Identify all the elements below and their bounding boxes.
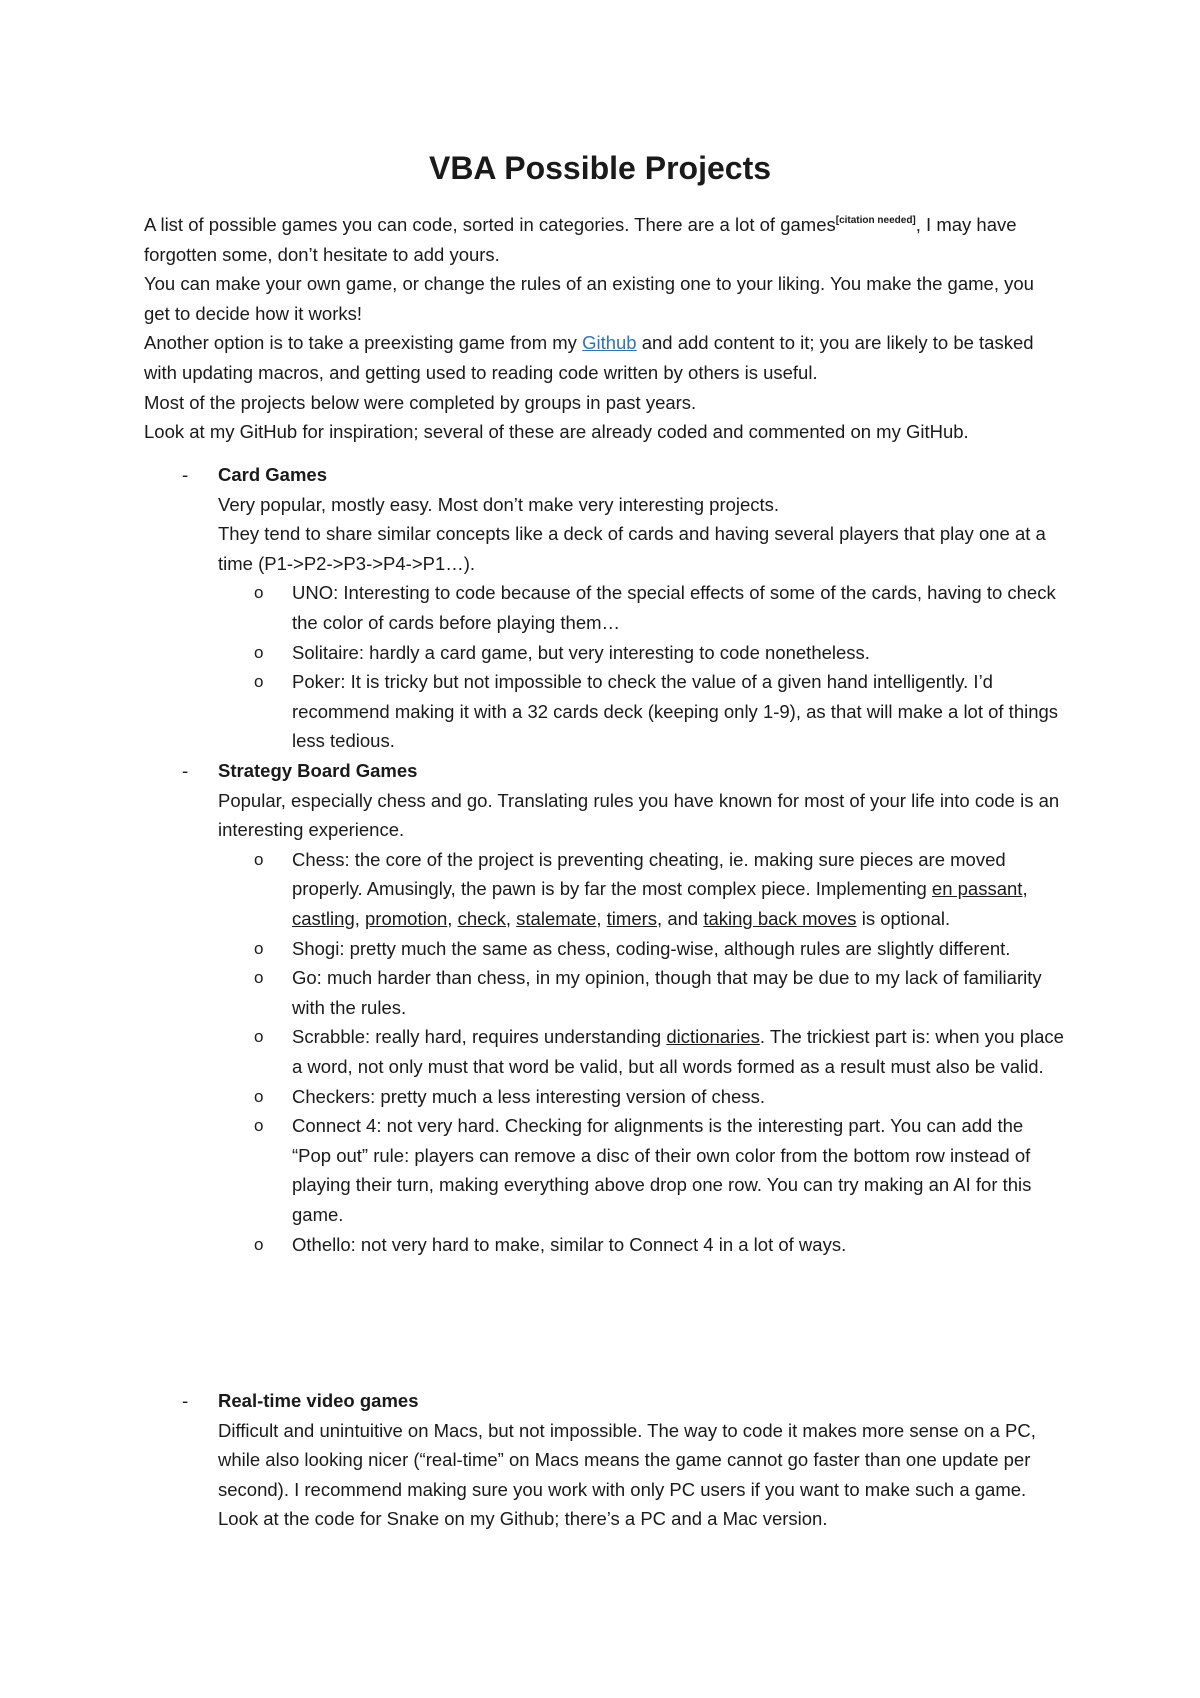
intro-section (144, 210, 1064, 447)
item-text: . The trickiest part is: when you place a word, not only must that word be valid, but all words formed as a result must also be valid. (292, 1026, 1064, 1077)
separator: , (1022, 878, 1028, 900)
intro-text: , I may have forgotten some, don’t hesitate to add yours. (144, 214, 1017, 265)
circle-bullet: o (254, 672, 264, 692)
page-title: VBA Possible Projects (428, 150, 772, 186)
section-real-time-video-games (144, 1386, 1064, 1534)
item-text: Poker: It is tricky but not impossible to check the value of a given hand intelligently. I’d recommend making it with a 32 cards deck (keeping only 1-9), as that will make a lot of things less tedious. (292, 671, 1059, 752)
section-description: They tend to share similar concepts like a deck of cards and having several players that play one at a time (P1->P2->P3->P4->P1…). (218, 523, 1046, 574)
list-item (218, 667, 1064, 756)
list-item (218, 638, 1064, 668)
list-item-chess (218, 845, 1064, 934)
circle-bullet: o (254, 1086, 264, 1106)
separator: , and (657, 907, 704, 929)
section-body (218, 1386, 1064, 1534)
list-item (218, 578, 1064, 637)
rule-term: promotion (365, 907, 448, 929)
item-text: Go: much harder than chess, in my opinion, though that may be due to my lack of familiarity with the rules. (292, 967, 1042, 1018)
intro-text: Another option is to take a preexisting game from my (144, 332, 583, 354)
rule-term: castling (292, 907, 355, 929)
circle-bullet: o (254, 849, 264, 869)
item-text: Checkers: pretty much a less interesting version of chess. (292, 1085, 765, 1107)
item-text: Connect 4: not very hard. Checking for alignments is the interesting part. You can add the “Pop out” rule: players can remove a disc of their own color from the bottom row instead of playing their turn, making everything above drop one row. You can try making an AI for this game. (292, 1115, 1032, 1225)
item-text: Othello: not very hard to make, similar to Connect 4 in a lot of ways. (292, 1233, 847, 1255)
circle-bullet: o (254, 1116, 264, 1136)
item-text: Shogi: pretty much the same as chess, coding-wise, although rules are slightly different. (292, 937, 1011, 959)
github-link[interactable]: Github (582, 332, 637, 354)
list-item-scrabble (218, 1022, 1064, 1081)
circle-bullet: o (254, 968, 264, 988)
section-strategy-board-games (144, 756, 1064, 1259)
rule-term: en passant (931, 878, 1023, 900)
item-text: UNO: Interesting to code because of the special effects of some of the cards, having to check the color of cards before playing them… (292, 582, 1056, 633)
rule-term: stalemate (516, 907, 597, 929)
section-heading: Real-time video games (218, 1390, 419, 1411)
intro-paragraph-5: Look at my GitHub for inspiration; several of these are already coded and commented on my GitHub. (144, 421, 969, 443)
intro-text: A list of possible games you can code, sorted in categories. There are a lot of games (144, 214, 836, 235)
strategy-games-list (218, 845, 1064, 1259)
list-item-othello (218, 1230, 1064, 1260)
list-item-checkers (218, 1082, 1064, 1112)
circle-bullet: o (254, 1027, 264, 1047)
citation-needed-note: [citation needed] (835, 215, 916, 226)
separator: , (505, 907, 517, 929)
separator: , (447, 907, 458, 929)
item-text: Scrabble: really hard, requires understanding (292, 1026, 667, 1048)
intro-paragraph-1 (144, 210, 1064, 269)
rule-term: taking back moves (703, 907, 857, 929)
dash-bullet: - (182, 760, 189, 781)
intro-paragraph-3 (144, 328, 1064, 387)
circle-bullet: o (254, 938, 264, 958)
rule-term: dictionaries (666, 1026, 760, 1048)
rule-term: check (457, 907, 506, 929)
section-body (218, 756, 1064, 845)
intro-paragraph-4: Most of the projects below were completed by groups in past years. (144, 391, 697, 413)
card-games-list (218, 578, 1064, 756)
intro-text: and add content to it; you are likely to be tasked with updating macros, and getting used to reading code written by others is useful. (144, 332, 1034, 383)
separator: , (354, 907, 366, 929)
item-text: Chess: the core of the project is preventing cheating, ie. making sure pieces are moved properly. Amusingly, the pawn is by far the most complex piece. Implementing (292, 848, 1006, 900)
list-item-go (218, 963, 1064, 1022)
section-card-games (144, 460, 1064, 756)
section-description: Popular, especially chess and go. Translating rules you have known for most of your life into code is an interesting experience. (218, 789, 1060, 841)
separator: , (596, 907, 607, 929)
rule-term: timers (606, 907, 658, 929)
circle-bullet: o (254, 583, 264, 603)
intro-paragraph-2: You can make your own game, or change the rules of an existing one to your liking. You make the game, you get to decide how it works! (144, 273, 1034, 324)
item-text: is optional. (856, 907, 951, 929)
circle-bullet: o (254, 1234, 264, 1254)
item-text: Solitaire: hardly a card game, but very interesting to code nonetheless. (292, 641, 870, 663)
section-heading: Strategy Board Games (218, 760, 418, 781)
section-heading: Card Games (218, 464, 327, 485)
section-description: Difficult and unintuitive on Macs, but not impossible. The way to code it makes more sense on a PC, while also looking nicer (“real-time” on Macs means the game cannot go faster than one update per second). I recommend making sure you work with only PC users if you want to make such a game. Look at the code for Snake on my Github; there’s a PC and a Mac version. (218, 1419, 1036, 1530)
section-body (218, 460, 1064, 578)
circle-bullet: o (254, 642, 264, 662)
list-item-shogi (218, 934, 1064, 964)
dash-bullet: - (182, 464, 189, 485)
section-description: Very popular, mostly easy. Most don’t make very interesting projects. (218, 493, 780, 515)
list-item-connect4 (218, 1111, 1064, 1229)
dash-bullet: - (182, 1390, 189, 1411)
